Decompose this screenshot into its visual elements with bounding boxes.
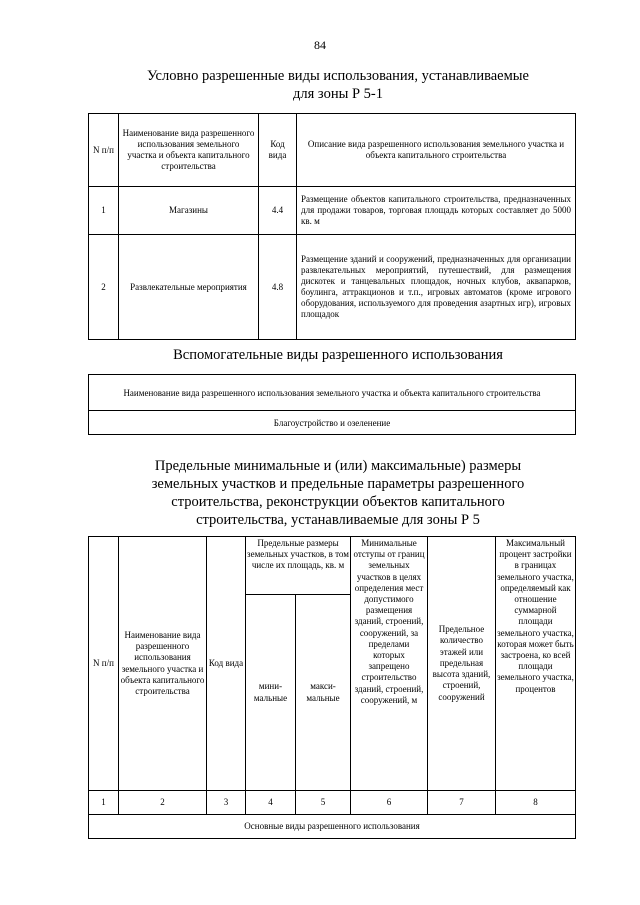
cell-name: Благоустройство и озеленение xyxy=(89,411,576,435)
column-number: 1 xyxy=(89,791,119,815)
cell-description: Размещение объектов капитального строительства, предназначенных для продажи товаров, торговая площадь которых составляет до 5000 кв. м xyxy=(297,187,576,235)
column-number: 6 xyxy=(351,791,428,815)
column-number: 7 xyxy=(428,791,496,815)
header-num: N п/п xyxy=(89,114,119,187)
section3-title xyxy=(88,457,588,529)
header-floors: Предельное количество этажей или предельная высота зданий, строений, сооружений xyxy=(428,537,496,791)
section1-title-line1: Условно разрешенные виды использования, устанавливаемые xyxy=(147,68,529,84)
table-row xyxy=(89,235,576,340)
section3-title-line3: строительства, реконструкции объектов капитального xyxy=(171,494,505,510)
header-code: Код вида xyxy=(259,114,297,187)
group-row-label: Основные виды разрешенного использования xyxy=(89,815,576,839)
column-number: 4 xyxy=(246,791,296,815)
cell-code: 4.8 xyxy=(259,235,297,340)
header-num: N п/п xyxy=(89,537,119,791)
page-number: 84 xyxy=(314,38,326,52)
auxiliary-uses-table xyxy=(88,374,576,435)
cell-num: 2 xyxy=(89,235,119,340)
column-number: 8 xyxy=(496,791,576,815)
section3-title-line4: строительства, устанавливаемые для зоны Р 5 xyxy=(196,512,480,528)
table-header-row xyxy=(89,375,576,411)
table-header-row xyxy=(89,537,576,595)
table-row xyxy=(89,411,576,435)
section1-title-line2: для зоны Р 5-1 xyxy=(293,86,383,102)
header-name: Наименование вида разрешенного использования земельного участка и объекта капитального строительства xyxy=(119,537,207,791)
column-number: 2 xyxy=(119,791,207,815)
header-code: Код вида xyxy=(207,537,246,791)
cell-num: 1 xyxy=(89,187,119,235)
section3-title-line2: земельных участков и предельные параметры разрешенного xyxy=(151,476,525,492)
header-max: макси-мальные xyxy=(296,595,351,791)
column-number: 5 xyxy=(296,791,351,815)
section3-title-line1: Предельные минимальные и (или) максимальные) размеры xyxy=(154,458,522,474)
header-coverage: Максимальный процент застройки в границах земельного участка, определяемый как отношение суммарной площади земельного участка, которая может быть застроена, ко всей площади земельного участка, процентов xyxy=(496,537,576,791)
cell-name: Развлекательные мероприятия xyxy=(119,235,259,340)
parameters-table xyxy=(88,536,576,839)
column-numbers-row xyxy=(89,791,576,815)
table-header-row xyxy=(89,114,576,187)
section2-title: Вспомогательные виды разрешенного использования xyxy=(173,347,503,363)
section1-title xyxy=(88,67,588,103)
cell-code: 4.4 xyxy=(259,187,297,235)
column-number: 3 xyxy=(207,791,246,815)
header-min: мини-мальные xyxy=(246,595,296,791)
header-name: Наименование вида разрешенного использования земельного участка и объекта капитального строительства xyxy=(119,114,259,187)
header-sizes: Предельные размеры земельных участков, в том числе их площадь, кв. м xyxy=(246,537,351,595)
header-setbacks: Минимальные отступы от границ земельных участков в целях определения мест допустимого размещения зданий, строений, сооружений, за пределами которых запрещено строительство зданий, строений, сооружений, м xyxy=(351,537,428,791)
cell-description: Размещение зданий и сооружений, предназначенных для организации развлекательных мероприятий, путешествий, для размещения дискотек и танцевальных площадок, ночных клубов, аквапарков, боулинга, аттракционов и т.п., игровых автоматов (кроме игрового оборудования, используемого для проведения азартных игр), игровых площадок xyxy=(297,235,576,340)
header-name: Наименование вида разрешенного использования земельного участка и объекта капитального строительства xyxy=(89,375,576,411)
cell-name: Магазины xyxy=(119,187,259,235)
table-row xyxy=(89,187,576,235)
conditional-uses-table xyxy=(88,113,576,340)
group-row xyxy=(89,815,576,839)
header-description: Описание вида разрешенного использования земельного участка и объекта капитального строительства xyxy=(297,114,576,187)
